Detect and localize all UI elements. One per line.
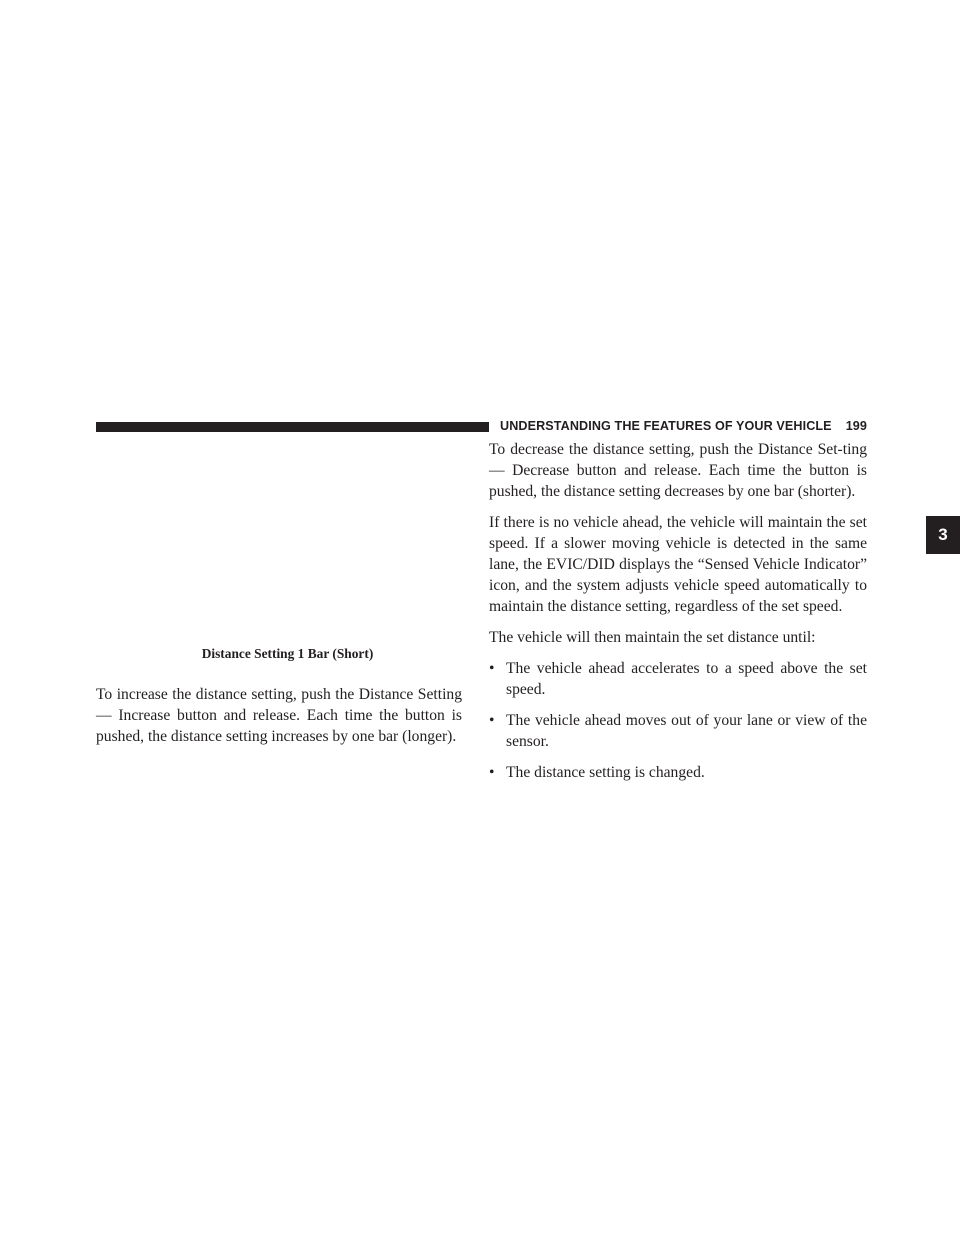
- bullet-icon: •: [489, 764, 495, 781]
- list-item-text: The distance setting is changed.: [506, 764, 705, 781]
- bullet-list: [489, 658, 867, 783]
- list-item: [489, 762, 867, 783]
- page-number: 199: [845, 419, 867, 433]
- paragraph: To decrease the distance setting, push the Distance Set-ting — Decrease button and release. Each time the button is pushed, the distance setting decreases by one bar (shorter).: [489, 441, 867, 500]
- header-rule: [96, 422, 489, 432]
- bullet-icon: •: [489, 660, 495, 677]
- list-item-text: The vehicle ahead moves out of your lane or view of the sensor.: [506, 712, 867, 750]
- paragraph: To increase the distance setting, push the Distance Setting — Increase button and release. Each time the button is pushed, the distance setting increases by one bar (longer).: [96, 686, 462, 745]
- list-item: [489, 710, 867, 752]
- running-header: [495, 416, 867, 436]
- list-item-text: The vehicle ahead accelerates to a speed above the set speed.: [506, 660, 867, 698]
- bullet-icon: •: [489, 712, 495, 729]
- section-title: UNDERSTANDING THE FEATURES OF YOUR VEHICLE: [500, 419, 832, 433]
- figure-caption: Distance Setting 1 Bar (Short): [201, 646, 374, 661]
- paragraph: If there is no vehicle ahead, the vehicle will maintain the set speed. If a slower moving vehicle is detected in the same lane, the EVIC/DID displays the “Sensed Vehicle Indicator” icon, and the system adjusts vehicle speed automatically to maintain the distance setting, regardless of the set speed.: [489, 514, 867, 615]
- left-column: [96, 684, 462, 747]
- right-column: [489, 439, 867, 793]
- paragraph: The vehicle will then maintain the set distance until:: [489, 629, 816, 646]
- list-item: [489, 658, 867, 700]
- figure-area: [96, 440, 462, 640]
- chapter-tab: 3: [926, 516, 960, 554]
